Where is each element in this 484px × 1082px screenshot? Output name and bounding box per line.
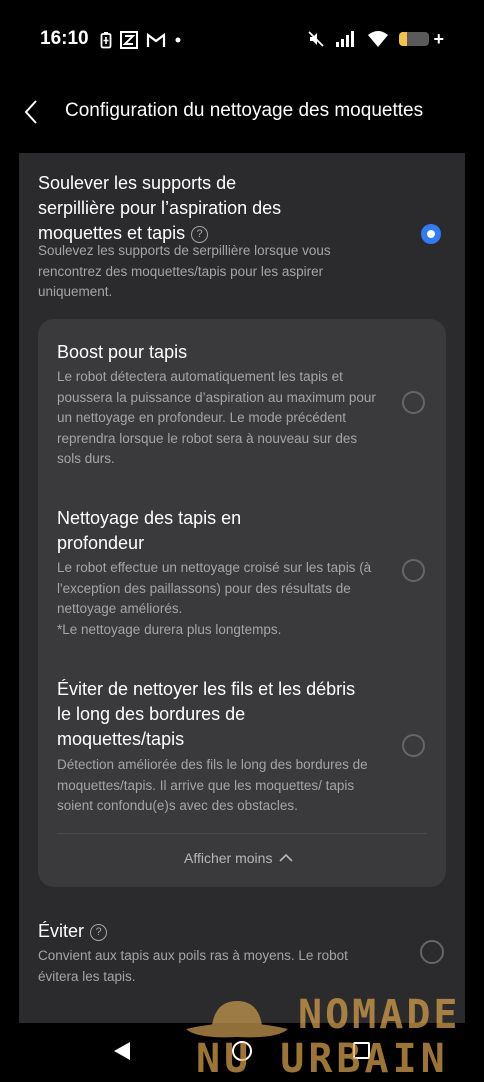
battery-level-fill: [399, 32, 407, 46]
help-icon[interactable]: ?: [191, 226, 208, 243]
battery-icon: [399, 32, 429, 46]
page-title: Configuration du nettoyage des moquettes: [65, 100, 424, 121]
chevron-left-icon[interactable]: [20, 98, 44, 126]
deep-clean-radio[interactable]: [402, 559, 425, 582]
status-system-icons: [307, 28, 444, 50]
status-time: 16:10: [40, 28, 89, 49]
avoid-title: Éviter ?: [38, 919, 238, 944]
show-less-button[interactable]: [184, 850, 294, 866]
avoid-fringes-title: Éviter de nettoyer les fils et les débris le long des bordures de moquettes/tapis: [57, 679, 356, 749]
watermark-line1: NOMADE: [298, 992, 461, 1038]
lift-mop-description: Soulevez les supports de serpillière lorsque vous rencontrez des moquettes/tapis pour les aspirer uniquement.: [38, 243, 331, 299]
status-bar: [0, 0, 484, 80]
avoid-fringes-description: Détection améliorée des fils le long des bordures de moquettes/tapis. Il arrive que les moquettes/ tapis soient confondu(e)s avec des obstacles.: [57, 757, 368, 813]
gmail-icon: [146, 32, 166, 48]
help-icon[interactable]: ?: [90, 924, 107, 941]
deep-clean-title: Nettoyage des tapis en profondeur: [57, 508, 242, 553]
wifi-icon: [367, 30, 389, 48]
show-less-label: Afficher moins: [184, 850, 273, 866]
lift-mop-title: Soulever les supports de serpillière pour l’aspiration des moquettes et tapis ?: [38, 173, 282, 243]
deep-clean-description: Le robot effectue un nettoyage croisé sur les tapis (à l'exception des paillassons) pour des résultats de nettoyage améliorés. *Le nettoyage durera plus longtemps.: [57, 558, 382, 640]
signal-icon: [335, 30, 357, 48]
avoid-description: Convient aux tapis aux poils ras à moyens. Le robot évitera les tapis.: [38, 948, 348, 984]
app-header: [0, 80, 484, 144]
watermark-line2: NU URBAIN: [196, 1036, 449, 1082]
avoid-radio[interactable]: [420, 940, 444, 964]
lift-mop-radio[interactable]: [421, 224, 441, 244]
boost-description: Le robot détectera automatiquement les tapis et poussera la puissance d’aspiration au maximum pour un nettoyage en profondeur. Le mode précédent reprendra lorsque le robot sera à nouveau sur des sols durs.: [57, 369, 376, 466]
nav-back-icon[interactable]: [112, 1041, 132, 1061]
watermark: [182, 990, 484, 1080]
avoid-fringes-radio[interactable]: [402, 734, 425, 757]
deep-clean-note: *Le nettoyage durera plus longtemps.: [57, 621, 282, 637]
chevron-up-icon: [278, 853, 294, 863]
battery-saver-icon: [100, 31, 112, 49]
boost-title: Boost pour tapis: [57, 342, 188, 362]
mute-icon: [307, 30, 325, 48]
dot-icon: [174, 36, 182, 44]
divider: [57, 833, 427, 834]
status-notification-icons: [100, 30, 182, 50]
boost-radio[interactable]: [402, 391, 425, 414]
charging-plus-icon: +: [433, 28, 444, 49]
zepp-icon: [120, 31, 138, 49]
